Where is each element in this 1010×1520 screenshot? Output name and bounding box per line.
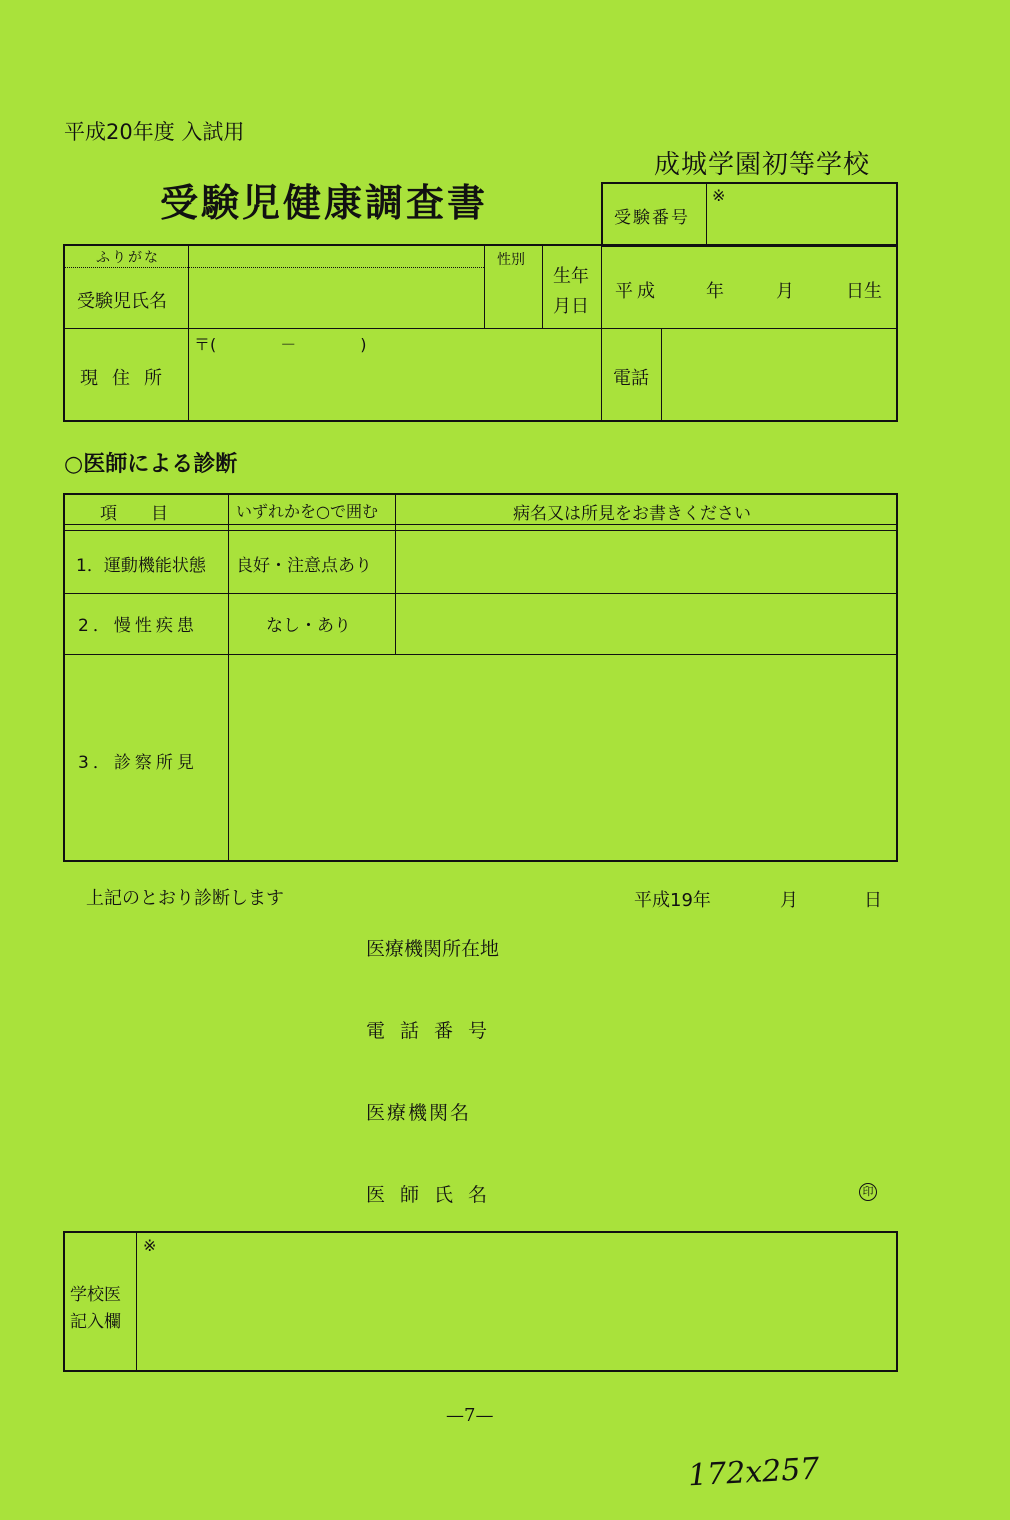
- diagnosis-section-title: ○医師による診断: [64, 452, 238, 477]
- furigana-label: ふりがな: [96, 250, 160, 266]
- row-item-chronic: 2．慢性疾患: [78, 616, 198, 636]
- seal-mark-icon: 印: [859, 1183, 877, 1201]
- facility-address-label: 医療機関所在地: [366, 938, 500, 960]
- school-doctor-mark: ※: [143, 1236, 157, 1255]
- form-title: 受験児健康調査書: [160, 180, 489, 225]
- birth-year: 年: [706, 281, 724, 302]
- certification-statement: 上記のとおり診断します: [86, 888, 284, 909]
- applicant-name-label: 受験児氏名: [77, 291, 167, 312]
- birth-month: 月: [776, 281, 794, 302]
- row-notes-exam[interactable]: [230, 656, 896, 860]
- address-field[interactable]: [190, 330, 599, 419]
- row-notes-motor[interactable]: [397, 532, 896, 592]
- school-doctor-label-2: 記入欄: [70, 1312, 121, 1332]
- address-label: 現住所: [80, 368, 176, 389]
- birth-day: 日生: [846, 281, 882, 302]
- row-choice-chronic[interactable]: なし・あり: [266, 616, 351, 636]
- date-day: 日: [864, 890, 882, 911]
- year-label: 平成20年度 入試用: [64, 120, 245, 144]
- postal-code-template: 〒( － ): [194, 335, 367, 354]
- date-month: 月: [780, 890, 798, 911]
- header-item: 項 目: [100, 504, 168, 524]
- applicant-name-field[interactable]: [190, 270, 482, 326]
- school-doctor-label-1: 学校医: [70, 1285, 121, 1305]
- phone-field[interactable]: [663, 330, 896, 419]
- phone-label: 電話: [613, 368, 649, 389]
- gender-field[interactable]: [486, 270, 540, 326]
- row-item-exam: 3．診察所見: [78, 753, 198, 773]
- facility-name-label: 医療機関名: [366, 1102, 472, 1124]
- exam-number-mark: ※: [712, 186, 726, 205]
- birth-label-1: 生年: [553, 266, 589, 287]
- page-number: —7—: [446, 1405, 494, 1426]
- doctor-name-label: 医師氏名: [366, 1184, 503, 1206]
- birth-date-field[interactable]: [603, 246, 896, 326]
- exam-number-label: 受験番号: [614, 208, 690, 228]
- date-era-year: 平成19年: [634, 890, 711, 911]
- school-doctor-field[interactable]: [138, 1233, 896, 1370]
- birth-label-2: 月日: [553, 296, 589, 317]
- birth-era: 平成: [615, 281, 659, 302]
- header-choice: いずれかを○で囲む: [236, 502, 378, 521]
- handwritten-size-note: 172x257: [687, 1451, 821, 1494]
- gender-label: 性別: [497, 252, 525, 268]
- row-choice-motor[interactable]: 良好・注意点あり: [236, 556, 372, 576]
- header-notes: 病名又は所見をお書きください: [513, 504, 751, 524]
- school-name: 成城学園初等学校: [654, 150, 871, 180]
- row-notes-chronic[interactable]: [397, 595, 896, 653]
- facility-phone-label: 電話番号: [366, 1020, 503, 1042]
- row-item-motor: 1．運動機能状態: [76, 556, 206, 576]
